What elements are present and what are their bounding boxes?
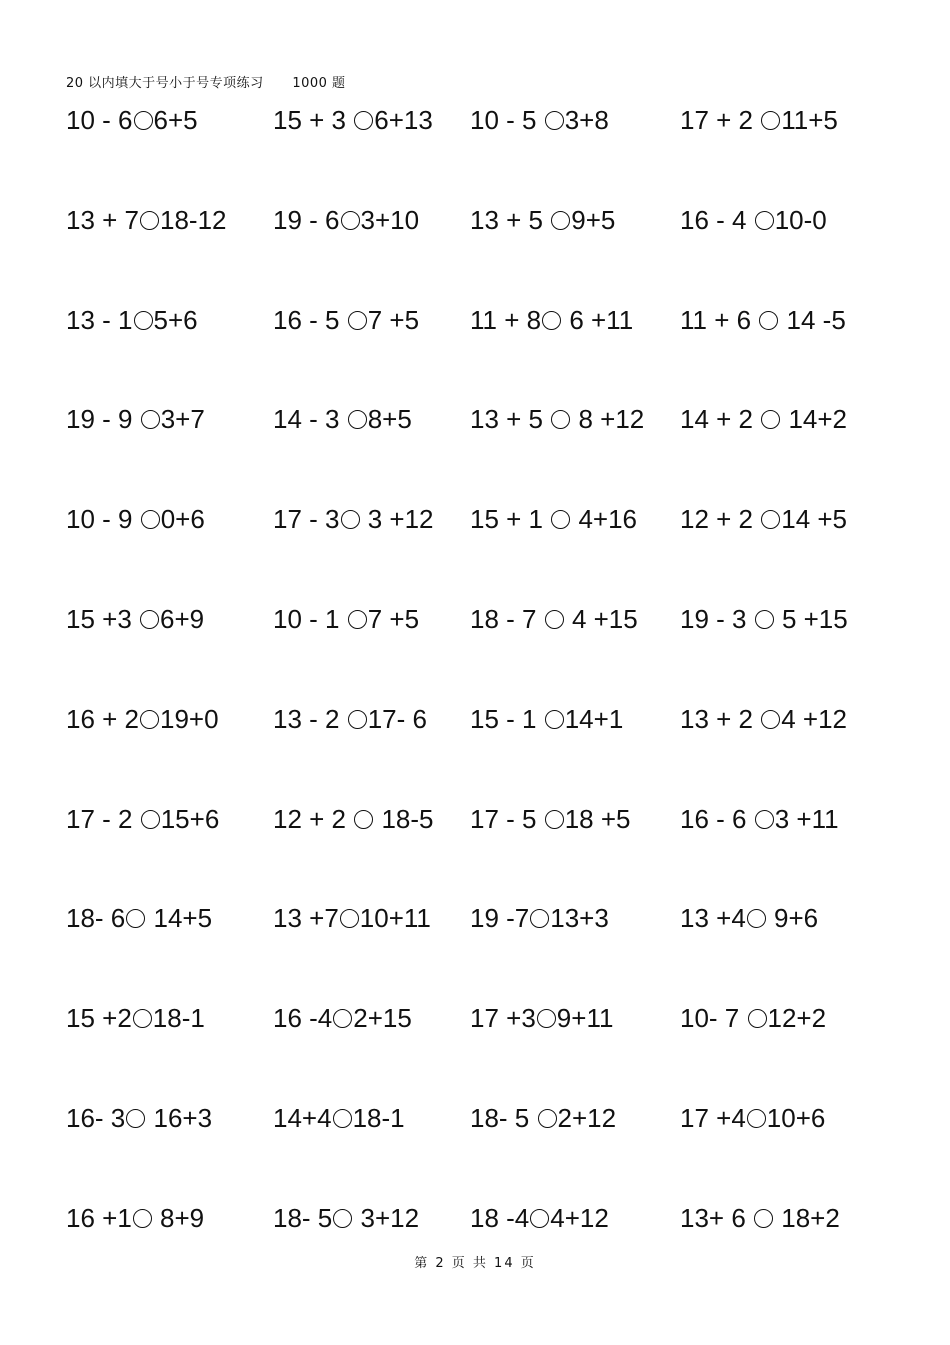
- left-expression: 19 - 9: [66, 404, 140, 434]
- right-expression: 13+3: [550, 903, 609, 933]
- answer-circle[interactable]: [748, 1009, 767, 1028]
- right-expression: 8 +12: [571, 404, 645, 434]
- left-expression: 16 + 2: [66, 704, 140, 734]
- comparison-problem: [470, 799, 631, 839]
- right-expression: 19+0: [160, 704, 219, 734]
- left-expression: 17 - 3: [273, 504, 340, 534]
- comparison-problem: [66, 499, 205, 539]
- left-expression: 10 - 5: [470, 105, 544, 135]
- problem-row: [0, 1198, 950, 1238]
- right-expression: 6+13: [374, 105, 433, 135]
- right-expression: 6 +11: [562, 305, 634, 335]
- right-expression: 3 +12: [360, 504, 434, 534]
- left-expression: 14 - 3: [273, 404, 347, 434]
- left-expression: 10- 7: [680, 1003, 747, 1033]
- problem-row: [0, 998, 950, 1038]
- right-expression: 8+5: [367, 404, 412, 434]
- right-expression: 6+5: [153, 105, 198, 135]
- left-expression: 10 - 1: [273, 604, 347, 634]
- left-expression: 11 + 6: [680, 305, 759, 335]
- left-expression: 15 - 1: [470, 704, 544, 734]
- answer-circle[interactable]: [140, 710, 159, 729]
- answer-circle[interactable]: [341, 510, 360, 529]
- right-expression: 11+5: [781, 105, 838, 135]
- comparison-problem: [273, 300, 419, 340]
- worksheet-title: 20 以内填大于号小于号专项练习: [66, 76, 264, 91]
- comparison-problem: [680, 998, 826, 1038]
- right-expression: 18+2: [774, 1203, 840, 1233]
- left-expression: 13 + 2: [680, 704, 761, 734]
- answer-circle[interactable]: [747, 1109, 766, 1128]
- comparison-problem: [66, 100, 198, 140]
- comparison-problem: [470, 998, 613, 1038]
- answer-circle[interactable]: [761, 111, 780, 130]
- answer-circle[interactable]: [530, 909, 549, 928]
- comparison-problem: [680, 499, 847, 539]
- answer-circle[interactable]: [141, 810, 160, 829]
- comparison-problem: [273, 1198, 419, 1238]
- answer-circle[interactable]: [140, 610, 159, 629]
- answer-circle[interactable]: [348, 410, 367, 429]
- comparison-problem: [66, 799, 219, 839]
- left-expression: 14+4: [273, 1103, 332, 1133]
- right-expression: 16+3: [146, 1103, 213, 1133]
- right-expression: 3+12: [353, 1203, 420, 1233]
- comparison-problem: [680, 300, 846, 340]
- answer-circle[interactable]: [755, 810, 774, 829]
- comparison-problem: [273, 998, 412, 1038]
- comparison-problem: [470, 499, 637, 539]
- right-expression: 4 +15: [564, 604, 638, 634]
- comparison-problem: [680, 898, 818, 938]
- left-expression: 18 - 7: [470, 604, 544, 634]
- comparison-problem: [470, 1198, 609, 1238]
- comparison-problem: [273, 399, 412, 439]
- left-expression: 10 - 6: [66, 105, 133, 135]
- comparison-problem: [66, 699, 219, 739]
- comparison-problem: [470, 599, 638, 639]
- answer-circle[interactable]: [333, 1209, 352, 1228]
- answer-circle[interactable]: [761, 410, 780, 429]
- answer-circle[interactable]: [348, 311, 367, 330]
- comparison-problem: [680, 1198, 840, 1238]
- problem-row: [0, 799, 950, 839]
- left-expression: 17 +3: [470, 1003, 536, 1033]
- comparison-problem: [273, 1098, 405, 1138]
- right-expression: 14+1: [564, 704, 624, 734]
- right-expression: 14 -5: [779, 305, 846, 335]
- answer-circle[interactable]: [755, 610, 774, 629]
- right-expression: 12+2: [767, 1003, 827, 1033]
- left-expression: 16 - 5: [273, 305, 347, 335]
- answer-circle[interactable]: [747, 909, 766, 928]
- right-expression: 5+6: [153, 305, 198, 335]
- left-expression: 16 - 4: [680, 205, 754, 235]
- answer-circle[interactable]: [141, 410, 160, 429]
- answer-circle[interactable]: [545, 111, 564, 130]
- answer-circle[interactable]: [545, 810, 564, 829]
- comparison-problem: [273, 599, 419, 639]
- right-expression: 9+11: [556, 1003, 614, 1033]
- right-expression: 7 +5: [367, 305, 420, 335]
- left-expression: 18- 5: [470, 1103, 537, 1133]
- right-expression: 4+16: [571, 504, 638, 534]
- left-expression: 19 -7: [470, 903, 530, 933]
- answer-circle[interactable]: [141, 510, 160, 529]
- left-expression: 13 +7: [273, 903, 339, 933]
- answer-circle[interactable]: [333, 1009, 352, 1028]
- left-expression: 13 - 2: [273, 704, 347, 734]
- comparison-problem: [66, 200, 227, 240]
- left-expression: 15 + 3: [273, 105, 354, 135]
- left-expression: 12 + 2: [273, 804, 354, 834]
- comparison-problem: [273, 200, 419, 240]
- problem-row: [0, 200, 950, 240]
- problem-row: [0, 599, 950, 639]
- comparison-problem: [470, 200, 615, 240]
- answer-circle[interactable]: [542, 311, 561, 330]
- left-expression: 12 + 2: [680, 504, 761, 534]
- answer-circle[interactable]: [537, 1009, 556, 1028]
- right-expression: 6+9: [160, 604, 205, 634]
- left-expression: 19 - 6: [273, 205, 340, 235]
- left-expression: 18- 6: [66, 903, 126, 933]
- comparison-problem: [470, 898, 609, 938]
- answer-circle[interactable]: [754, 1209, 773, 1228]
- answer-circle[interactable]: [348, 710, 367, 729]
- left-expression: 18- 5: [273, 1203, 333, 1233]
- comparison-problem: [66, 998, 205, 1038]
- left-expression: 14 + 2: [680, 404, 761, 434]
- right-expression: 8+9: [152, 1203, 205, 1233]
- comparison-problem: [273, 499, 434, 539]
- answer-circle[interactable]: [545, 610, 564, 629]
- right-expression: 4+12: [550, 1203, 609, 1233]
- answer-circle[interactable]: [340, 909, 359, 928]
- right-expression: 3 +11: [774, 804, 839, 834]
- left-expression: 17 +4: [680, 1103, 746, 1133]
- answer-circle[interactable]: [761, 510, 780, 529]
- problem-row: [0, 499, 950, 539]
- right-expression: 7 +5: [367, 604, 420, 634]
- answer-circle[interactable]: [341, 211, 360, 230]
- right-expression: 9+6: [766, 903, 819, 933]
- answer-circle[interactable]: [551, 510, 570, 529]
- left-expression: 15 +2: [66, 1003, 132, 1033]
- left-expression: 16 - 6: [680, 804, 754, 834]
- left-expression: 13 + 5: [470, 205, 551, 235]
- comparison-problem: [680, 200, 827, 240]
- right-expression: 9+5: [571, 205, 616, 235]
- comparison-problem: [470, 100, 609, 140]
- answer-circle[interactable]: [761, 710, 780, 729]
- right-expression: 15+6: [160, 804, 220, 834]
- right-expression: 10-0: [774, 205, 827, 235]
- comparison-problem: [273, 799, 434, 839]
- problem-row: [0, 399, 950, 439]
- left-expression: 15 +3: [66, 604, 140, 634]
- comparison-problem: [470, 300, 633, 340]
- left-expression: 17 - 2: [66, 804, 140, 834]
- answer-circle[interactable]: [348, 610, 367, 629]
- answer-circle[interactable]: [354, 111, 373, 130]
- answer-circle[interactable]: [134, 111, 153, 130]
- left-expression: 10 - 9: [66, 504, 140, 534]
- right-expression: 4 +12: [781, 704, 848, 734]
- question-count: 1000 题: [292, 76, 346, 91]
- answer-circle[interactable]: [333, 1109, 352, 1128]
- comparison-problem: [470, 1098, 616, 1138]
- answer-circle[interactable]: [126, 1109, 145, 1128]
- right-expression: 10+6: [766, 1103, 826, 1133]
- answer-circle[interactable]: [126, 909, 145, 928]
- comparison-problem: [680, 1098, 825, 1138]
- comparison-problem: [680, 599, 848, 639]
- left-expression: 13 + 5: [470, 404, 551, 434]
- left-expression: 15 + 1: [470, 504, 551, 534]
- left-expression: 13 +4: [680, 903, 746, 933]
- comparison-problem: [273, 699, 427, 739]
- answer-circle[interactable]: [140, 211, 159, 230]
- answer-circle[interactable]: [354, 810, 373, 829]
- answer-circle[interactable]: [530, 1209, 549, 1228]
- answer-circle[interactable]: [759, 311, 778, 330]
- answer-circle[interactable]: [133, 1009, 152, 1028]
- answer-circle[interactable]: [133, 1209, 152, 1228]
- comparison-problem: [66, 300, 198, 340]
- comparison-problem: [66, 1198, 204, 1238]
- left-expression: 13 + 7: [66, 205, 140, 235]
- comparison-problem: [273, 898, 431, 938]
- left-expression: 17 + 2: [680, 105, 761, 135]
- answer-circle[interactable]: [538, 1109, 557, 1128]
- right-expression: 3+8: [564, 105, 609, 135]
- answer-circle[interactable]: [551, 211, 570, 230]
- right-expression: 3+7: [160, 404, 205, 434]
- left-expression: 17 - 5: [470, 804, 544, 834]
- problem-row: [0, 1098, 950, 1138]
- right-expression: 14 +5: [781, 504, 848, 534]
- comparison-problem: [680, 100, 838, 140]
- answer-circle[interactable]: [134, 311, 153, 330]
- right-expression: 14+5: [146, 903, 213, 933]
- right-expression: 14+2: [781, 404, 848, 434]
- problem-row: [0, 300, 950, 340]
- left-expression: 16- 3: [66, 1103, 126, 1133]
- comparison-problem: [680, 399, 847, 439]
- right-expression: 10+11: [359, 903, 431, 933]
- comparison-problem: [680, 799, 839, 839]
- comparison-problem: [66, 399, 205, 439]
- worksheet-header: [66, 72, 346, 91]
- problem-row: [0, 898, 950, 938]
- answer-circle[interactable]: [755, 211, 774, 230]
- right-expression: 18-5: [374, 804, 434, 834]
- answer-circle[interactable]: [551, 410, 570, 429]
- right-expression: 18-1: [152, 1003, 205, 1033]
- left-expression: 19 - 3: [680, 604, 754, 634]
- answer-circle[interactable]: [545, 710, 564, 729]
- comparison-problem: [66, 599, 204, 639]
- page-footer: 第 2 页 共 14 页: [414, 1256, 536, 1271]
- right-expression: 5 +15: [774, 604, 848, 634]
- right-expression: 0+6: [160, 504, 205, 534]
- right-expression: 17- 6: [367, 704, 427, 734]
- comparison-problem: [273, 100, 433, 140]
- comparison-problem: [66, 1098, 212, 1138]
- problem-row: [0, 100, 950, 140]
- comparison-problem: [470, 399, 644, 439]
- left-expression: 11 + 8: [470, 305, 542, 335]
- left-expression: 16 -4: [273, 1003, 333, 1033]
- left-expression: 13+ 6: [680, 1203, 754, 1233]
- problem-row: [0, 699, 950, 739]
- comparison-problem: [680, 699, 847, 739]
- comparison-problem: [470, 699, 623, 739]
- right-expression: 18-12: [160, 205, 227, 235]
- right-expression: 18-1: [352, 1103, 405, 1133]
- left-expression: 13 - 1: [66, 305, 133, 335]
- left-expression: 18 -4: [470, 1203, 530, 1233]
- comparison-problem: [66, 898, 212, 938]
- left-expression: 16 +1: [66, 1203, 132, 1233]
- right-expression: 2+15: [353, 1003, 412, 1033]
- right-expression: 3+10: [360, 205, 420, 235]
- right-expression: 18 +5: [564, 804, 631, 834]
- right-expression: 2+12: [557, 1103, 617, 1133]
